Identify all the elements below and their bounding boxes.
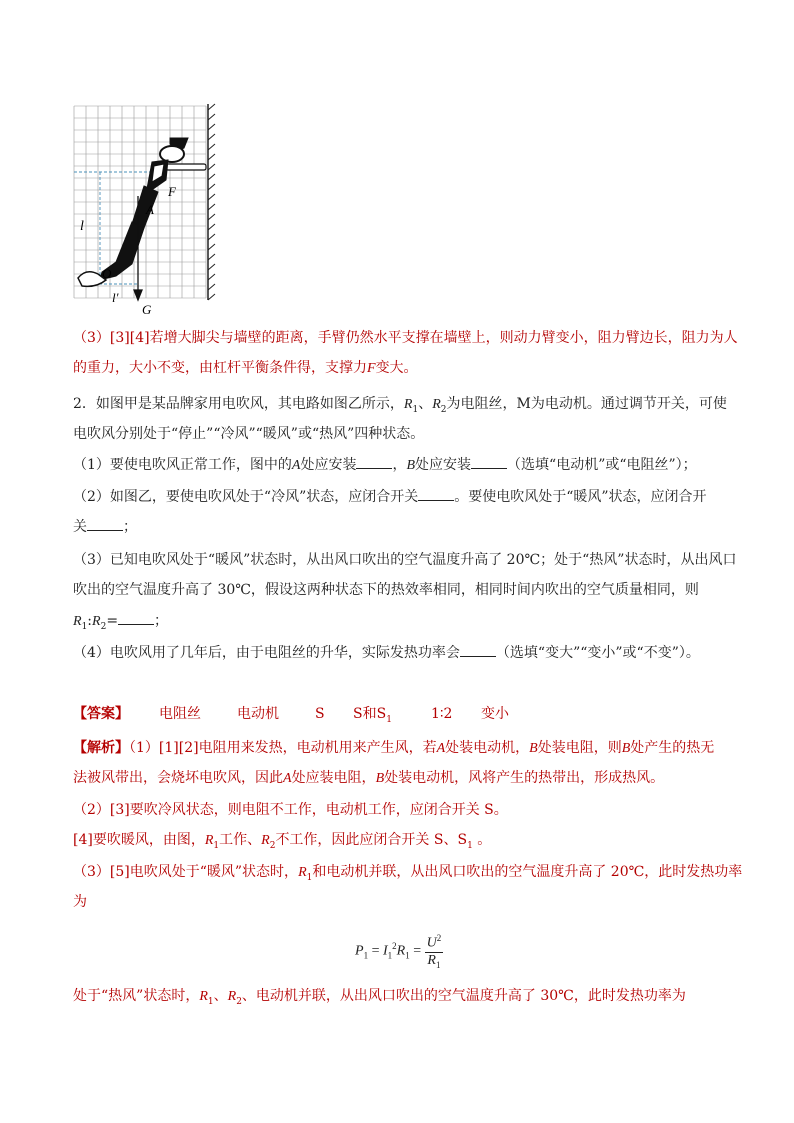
text: （选填“变大”“变小”或“不变”）。 [495, 645, 700, 661]
text: 和电动机并联，从出风口吹出的空气温度升高了 20℃，此时发热功率 [312, 864, 743, 880]
text: [4]要吹暖风，由图， [73, 832, 205, 848]
sub: 1 [81, 621, 88, 632]
sub: 2 [100, 621, 107, 632]
answer-5: 1∶2 [431, 706, 453, 722]
label-G: G [142, 302, 152, 317]
text: 的重力，大小不变，由杠杆平衡条件得，支撑力 [73, 360, 367, 376]
q2-line-1 [73, 394, 727, 420]
analysis-line-4 [73, 830, 491, 856]
sub: 1 [387, 950, 393, 961]
text: 吹出的空气温度升高了 30℃，假设这两种状态下的热效率相同，相同时间内吹出的空气质量相同，则 [73, 582, 699, 598]
answer-2: 电动机 [237, 706, 279, 722]
text: 处装电阻，则 [537, 740, 622, 756]
analysis-line-1 [73, 738, 714, 759]
text: 不工作，因此应闭合开关 S、S [275, 832, 468, 848]
var-R: R [432, 397, 441, 412]
label-l: l [80, 219, 84, 234]
analysis-line-3 [73, 800, 508, 820]
text: 为 [73, 894, 87, 910]
text: 处应安装 [300, 457, 357, 473]
analysis-tag: 【解析】 [73, 740, 129, 756]
text: 关 [73, 519, 87, 535]
label-O: O [102, 266, 112, 281]
text: 电吹风分别处于“停止”“冷风”“暖风”或“热风”四种状态。 [73, 426, 425, 442]
analysis-line-7 [73, 986, 686, 1012]
var-A: A [436, 741, 446, 756]
var-R: R [427, 952, 436, 968]
text: 处产生的热无 [630, 740, 715, 756]
var-U: U [426, 935, 437, 951]
text: : [87, 613, 93, 629]
sub: 1 [386, 714, 392, 725]
var-F: F [367, 361, 376, 376]
var-B: B [375, 771, 385, 786]
text: 处应装电阻， [291, 770, 376, 786]
text: 处应安装 [415, 457, 472, 473]
text: （2）[3]要吹冷风状态，则电阻不工作，电动机工作，应闭合开关 S。 [73, 802, 508, 818]
solution-3-line-2 [73, 358, 418, 379]
text: 变大。 [375, 360, 418, 376]
lever-diagram [72, 104, 222, 317]
answer-blank[interactable] [87, 516, 123, 531]
var-R: R [73, 614, 82, 629]
var-R: R [199, 989, 208, 1004]
text: （2）如图乙，要使电吹风处于“冷风”状态，应闭合开关 [73, 489, 419, 505]
text: 工作、 [219, 832, 262, 848]
answer-3: S [315, 706, 325, 722]
text: 、 [418, 396, 433, 412]
text: 为电阻丝，M为电动机。通过调节开关，可使 [446, 396, 727, 412]
sub: 2 [236, 996, 242, 1007]
text: （选填“电动机”或“电阻丝”）； [507, 457, 697, 473]
text: （3）[5]电吹风处于“暖风”状态时， [73, 864, 299, 880]
text: 2．如图甲是某品牌家用电吹风，其电路如图乙所示， [73, 396, 404, 412]
sup: 2 [392, 940, 397, 951]
var-I: I [382, 943, 388, 959]
answer-1: 电阻丝 [159, 706, 201, 722]
var-R: R [403, 397, 413, 412]
sub: 1 [213, 840, 220, 851]
q2-sub4 [73, 642, 700, 663]
sub: 1 [405, 950, 410, 961]
text: 处装电动机，风将产生的热带出，形成热风。 [384, 770, 665, 786]
equals: = [413, 943, 422, 959]
answer-blank[interactable] [460, 642, 496, 657]
var-R: R [298, 865, 307, 880]
var-A: A [291, 458, 301, 473]
analysis-line-5 [73, 862, 742, 888]
label-A: A [146, 202, 154, 217]
label-l-prime: l′ [112, 290, 119, 305]
var-A: A [283, 771, 292, 786]
person-silhouette [78, 138, 206, 286]
solution-3-line-1 [73, 328, 738, 348]
text: 、 [213, 988, 228, 1004]
answer-blank[interactable] [471, 454, 507, 469]
answer-row [73, 704, 509, 730]
equals: = [371, 943, 380, 959]
text: = [106, 613, 119, 629]
sub: 1 [412, 404, 419, 415]
q2-sub3-line-3 [73, 610, 168, 637]
text: （4）电吹风用了几年后，由于电阻丝的升华，实际发热功率会 [73, 645, 460, 661]
sub: 1 [207, 996, 214, 1007]
text: 。要使电吹风处于“暖风”状态，应闭合开 [454, 489, 707, 505]
q2-sub1 [73, 454, 697, 476]
var-R: R [396, 943, 406, 959]
var-R: R [92, 614, 101, 629]
text: （1）要使电吹风正常工作，图中的 [73, 457, 292, 473]
text: 。 [472, 832, 492, 848]
text: 、 [241, 988, 256, 1004]
var-P: P [355, 943, 364, 959]
sup: 2 [436, 933, 442, 943]
q2-sub3-line-1 [73, 550, 736, 570]
sub: 2 [440, 404, 447, 415]
text: 电动机并联，从出风口吹出的空气温度升高了 30℃，此时发热功率为 [255, 988, 686, 1004]
answer-blank[interactable] [118, 610, 154, 625]
text: ， [392, 457, 407, 473]
answer-blank[interactable] [418, 486, 454, 501]
var-B: B [621, 741, 631, 756]
sub: 1 [363, 950, 369, 961]
text: （3）已知电吹风处于“暖风”状态时，从出风口吹出的空气温度升高了 20℃；处于“热风”状态时，从出风口 [73, 552, 737, 568]
sub: 2 [269, 840, 276, 851]
var-R: R [204, 833, 214, 848]
sub: 1 [467, 840, 473, 851]
answer-6: 变小 [481, 706, 509, 722]
q2-sub3-line-2 [73, 580, 699, 600]
label-F: F [168, 184, 176, 199]
var-R: R [261, 833, 270, 848]
analysis-line-6 [73, 892, 87, 912]
text: 处装电动机， [445, 740, 530, 756]
var-R: R [227, 989, 237, 1004]
text: ； [154, 613, 169, 629]
var-B: B [529, 741, 538, 756]
formula-power [355, 930, 443, 972]
text: 法被风带出，会烧坏电吹风，因此 [73, 770, 283, 786]
wall [208, 104, 215, 300]
analysis-line-2 [73, 768, 664, 789]
text: （3）[3][4]若增大脚尖与墙壁的距离，手臂仍然水平支撑在墙壁上，则动力臂变小，阻力臂边长，阻力为人 [73, 330, 738, 346]
q2-sub2-line-1 [73, 486, 707, 507]
q2-line-2 [73, 424, 424, 444]
answer-tag: 【答案】 [73, 706, 129, 722]
q2-sub2-line-2 [73, 516, 137, 537]
var-B: B [406, 458, 416, 473]
text: （1）[1][2]电阻用来发热，电动机用来产生风，若 [129, 740, 437, 756]
text: 处于“热风”状态时， [73, 988, 200, 1004]
answer-4: S和S [353, 706, 387, 722]
answer-blank[interactable] [356, 454, 392, 469]
fraction [425, 930, 444, 972]
sub: 1 [435, 959, 441, 970]
sub: 1 [306, 872, 313, 883]
text: ； [123, 519, 137, 535]
